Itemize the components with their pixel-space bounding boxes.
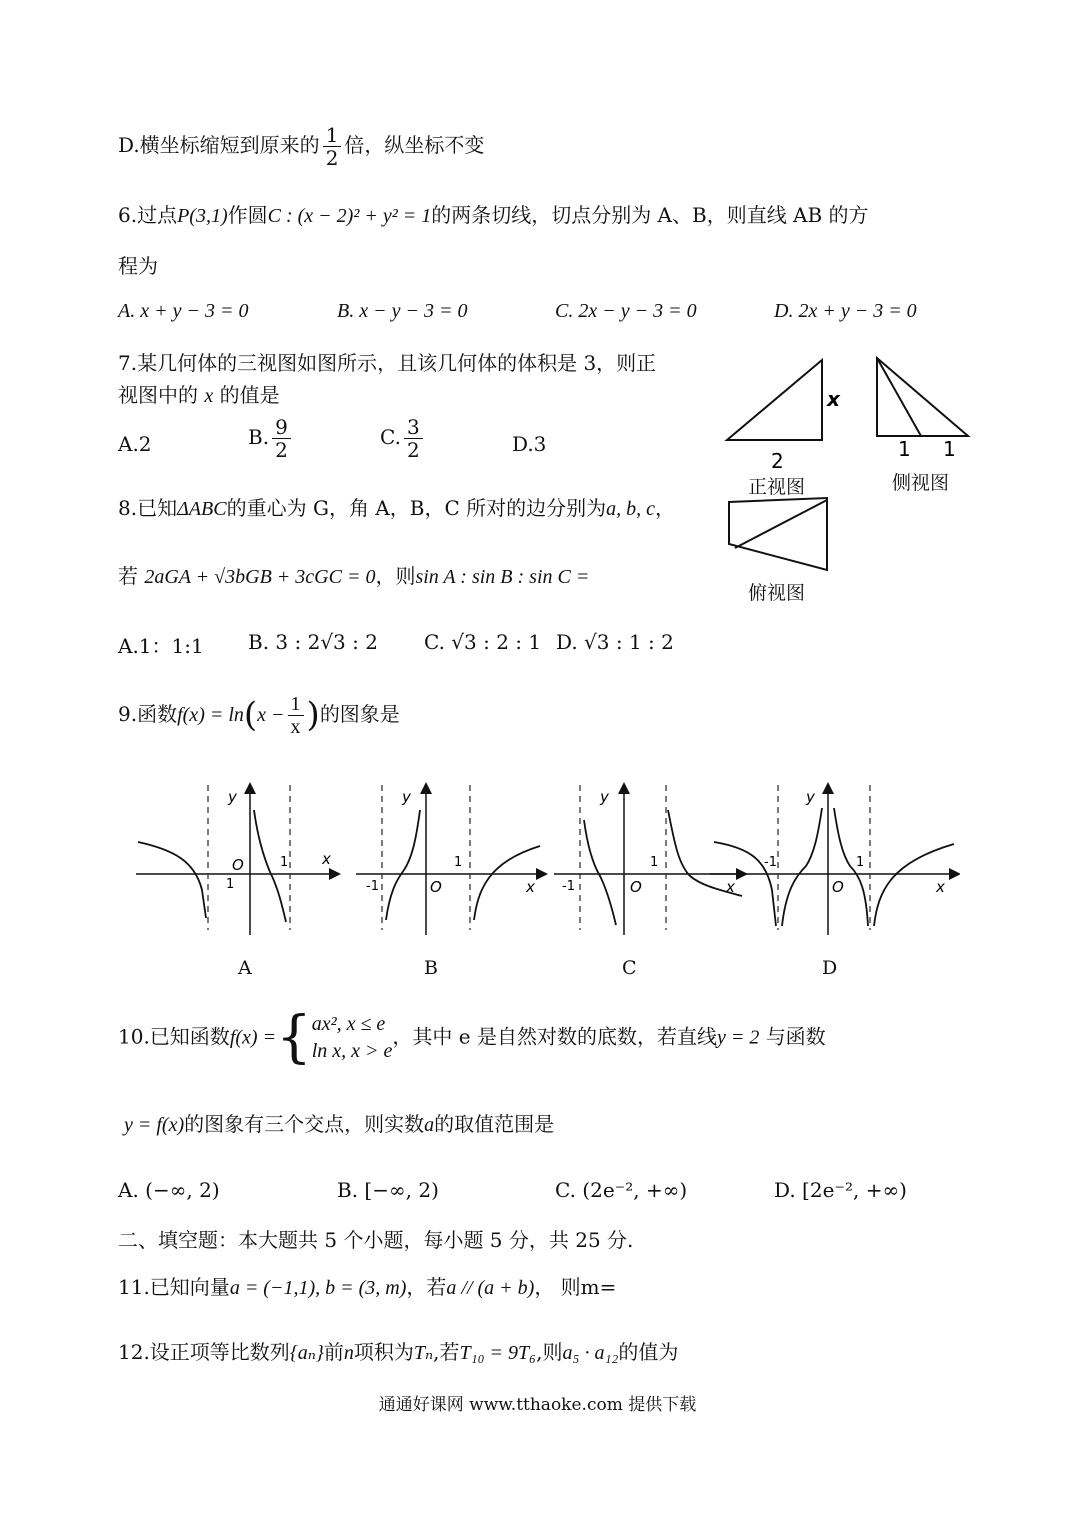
- q9-inner-x: x −: [257, 704, 285, 726]
- q6-option-d: D. 2x + y − 3 = 0: [774, 300, 917, 322]
- q12-e: 的值为: [618, 1340, 679, 1364]
- q9-open-paren: (: [243, 695, 258, 736]
- section-2-heading: 二、填空题：本大题共 5 个小题，每小题 5 分，共 25 分.: [118, 1228, 634, 1252]
- q7-option-c: [380, 416, 426, 461]
- graph-c-tick-neg1: -1: [562, 879, 575, 894]
- q9-frac-den: x: [290, 716, 301, 738]
- graph-c: [554, 785, 742, 935]
- q10-func: f(x) =: [229, 1026, 277, 1049]
- graph-c-origin: O: [630, 878, 642, 896]
- q7-c-num: 3: [404, 416, 423, 439]
- q6-option-b: B. x − y − 3 = 0: [337, 300, 468, 322]
- graph-b-caption: B: [424, 957, 438, 979]
- graph-a-x-label: x: [322, 850, 331, 868]
- side-view-base2: 1: [943, 437, 956, 461]
- q12-c: ,若: [433, 1340, 460, 1364]
- front-view-x-label: x: [827, 387, 840, 411]
- q7-option-c-label: C.: [380, 425, 401, 449]
- q5d-frac-den: 2: [325, 146, 339, 170]
- q6-point: P(3,1): [177, 205, 228, 227]
- q11-cond: a // (a + b): [446, 1277, 535, 1299]
- graph-d-caption: D: [822, 957, 838, 979]
- q7-option-c-frac: [404, 416, 423, 461]
- q8-option-c: C. √3 : 2 : 1: [424, 630, 542, 654]
- q6-option-a: A. x + y − 3 = 0: [118, 300, 249, 322]
- q6-mid: 作圆: [227, 203, 268, 227]
- graph-d-y-label: y: [806, 788, 815, 806]
- q12-prod: a₅ · a₁₂: [562, 1342, 619, 1364]
- q12-d: ,则: [536, 1340, 563, 1364]
- q8-line1-c: ，: [655, 496, 675, 520]
- q9-fraction: [288, 693, 304, 738]
- q10-option-d: D. [2e⁻², +∞): [774, 1178, 907, 1202]
- top-view-shape: [729, 498, 827, 570]
- q10-option-c: C. (2e⁻², +∞): [555, 1178, 688, 1202]
- q12-cond: T₁₀ = 9T₆: [459, 1342, 537, 1364]
- page-footer: 通通好课网 www.tthaoke.com 提供下载: [378, 1395, 697, 1415]
- q11-prefix: 11.已知向量: [118, 1275, 230, 1299]
- q10-line2-var: a: [424, 1114, 435, 1136]
- q12-n: n: [343, 1342, 354, 1364]
- q7-c-den: 2: [406, 438, 420, 462]
- q7-line2-a: 视图中的: [118, 383, 198, 407]
- q10-mid: ，其中 e 是自然对数的底数，若直线: [392, 1024, 717, 1049]
- q11-mid: ，若: [406, 1275, 447, 1299]
- q9-prefix: 9.函数: [118, 702, 178, 726]
- side-view-inner-line: [877, 358, 921, 436]
- q7-option-d: D.3: [512, 432, 547, 456]
- q10-cases: [312, 1011, 393, 1065]
- q8-vars: a, b, c: [606, 498, 655, 520]
- q6-option-c: C. 2x − y − 3 = 0: [555, 300, 697, 322]
- q10-case2: ln x, x > e: [311, 1040, 393, 1062]
- q8-line2-a: 若: [118, 564, 138, 588]
- q5d-frac-num: 1: [323, 124, 342, 147]
- q8-line2-b: ，则: [375, 564, 416, 588]
- graph-a-caption: A: [238, 957, 252, 979]
- q7-option-b-frac: [272, 416, 291, 461]
- q5-option-d: [118, 124, 484, 169]
- graph-d-tick-neg1: -1: [764, 855, 777, 870]
- graph-c-caption: C: [622, 957, 637, 979]
- q12-T: Tₙ: [413, 1342, 434, 1364]
- q12-b: 项积为: [353, 1340, 414, 1364]
- q6-number: 6.过点: [118, 203, 178, 227]
- q6-line2: 程为: [118, 254, 158, 278]
- q12-prefix: 12.设正项等比数列: [118, 1340, 290, 1364]
- graph-d-origin: O: [832, 878, 844, 896]
- q6-rest: 的两条切线，切点分别为 A、B，则直线 AB 的方: [431, 203, 869, 227]
- graph-d-x-label: x: [936, 878, 945, 896]
- q10-option-b: B. [−∞, 2): [337, 1178, 439, 1202]
- q10-line-eq: y = 2: [716, 1026, 760, 1049]
- q9-frac-num: 1: [288, 693, 304, 716]
- graph-d: [710, 785, 955, 935]
- graph-a-origin: O: [232, 856, 244, 874]
- side-view-caption: 侧视图: [892, 472, 950, 494]
- q7-b-den: 2: [275, 438, 288, 462]
- q7-line1: 7.某几何体的三视图如图所示，且该几何体的体积是 3，则正: [118, 351, 657, 375]
- q10-line1: [118, 1005, 826, 1070]
- q7-option-b: [248, 416, 294, 461]
- q5d-prefix: D.横坐标缩短到原来的: [118, 133, 320, 157]
- q7-b-num: 9: [272, 416, 291, 439]
- graph-b-y-label: y: [402, 788, 411, 806]
- graph-a: [136, 785, 335, 935]
- q10-line2: [124, 1112, 554, 1137]
- q11-vectors: a = (−1,1), b = (3, m): [229, 1277, 407, 1299]
- graph-b-origin: O: [430, 878, 442, 896]
- q7-option-a: A.2: [118, 432, 152, 456]
- top-view-caption: 俯视图: [748, 582, 806, 604]
- q10-end: 与函数: [765, 1024, 826, 1049]
- q5d-fraction: [323, 124, 342, 169]
- q9-func: f(x) = ln: [177, 704, 244, 726]
- q8-line1: [118, 496, 675, 521]
- q8-line1-a: 8.已知: [118, 496, 178, 520]
- q6-line1: [118, 203, 869, 228]
- q9-statement: [118, 693, 400, 738]
- front-view-shape: [727, 360, 822, 440]
- top-view-diagonal: [735, 500, 827, 548]
- q10-line2-b: 的取值范围是: [434, 1112, 555, 1136]
- graph-b-tick-neg1: -1: [366, 879, 379, 894]
- q8-line2: [118, 564, 589, 589]
- q9-close-paren: ): [306, 695, 320, 736]
- side-view-base1: 1: [898, 437, 911, 461]
- graph-a-tick-left: 1: [226, 877, 235, 892]
- q8-line1-b: 的重心为 G，角 A，B，C 所对的边分别为: [226, 496, 607, 520]
- q10-prefix: 10.已知函数: [118, 1024, 230, 1049]
- q10-case1: ax², x ≤ e: [311, 1013, 386, 1035]
- q12-a: 前: [323, 1340, 344, 1364]
- q10-line2-a: 的图象有三个交点，则实数: [184, 1112, 425, 1136]
- graph-c-x-label: x: [726, 878, 735, 896]
- q8-option-b: B. 3 : 2√3 : 2: [248, 630, 378, 654]
- q8-vector-eq: 2aGA + √3bGB + 3cGC = 0: [144, 566, 376, 588]
- q8-triangle: ΔABC: [177, 498, 227, 520]
- graph-c-tick-1: 1: [650, 855, 659, 870]
- q7-line2: [118, 383, 280, 408]
- q6-circle: C : (x − 2)² + y² = 1: [267, 205, 432, 227]
- q8-sin-ratio: sin A : sin B : sin C =: [415, 566, 590, 588]
- front-view-base-label: 2: [771, 449, 784, 473]
- graph-b-x-label: x: [526, 878, 535, 896]
- q9-suffix: 的图象是: [319, 702, 400, 726]
- q7-option-b-label: B.: [248, 425, 270, 449]
- graph-a-y-label: y: [228, 788, 237, 806]
- graph-b: [356, 785, 542, 935]
- q10-brace: {: [276, 1005, 312, 1070]
- q10-line2-func: y = f(x): [124, 1114, 185, 1136]
- q11-statement: [118, 1275, 616, 1300]
- q8-option-a: A.1：1:1: [118, 634, 204, 658]
- q7-var-x: x: [204, 385, 214, 407]
- graph-c-y-label: y: [600, 788, 609, 806]
- q9-graphs: [130, 780, 960, 940]
- q7-line2-b: 的值是: [219, 383, 280, 407]
- graph-b-tick-1: 1: [454, 855, 463, 870]
- front-view-caption: 正视图: [748, 476, 806, 498]
- q8-option-d: D. √3 : 1 : 2: [556, 630, 674, 654]
- q12-statement: [118, 1340, 678, 1365]
- graph-a-tick-1: 1: [280, 855, 289, 870]
- graph-d-tick-1: 1: [856, 855, 865, 870]
- side-view-shape: [877, 358, 968, 436]
- q12-seq: {aₙ}: [289, 1342, 324, 1364]
- q10-option-a: A. (−∞, 2): [118, 1178, 220, 1202]
- q11-end: ， 则m=: [534, 1275, 617, 1299]
- q5d-suffix: 倍，纵坐标不变: [344, 133, 485, 157]
